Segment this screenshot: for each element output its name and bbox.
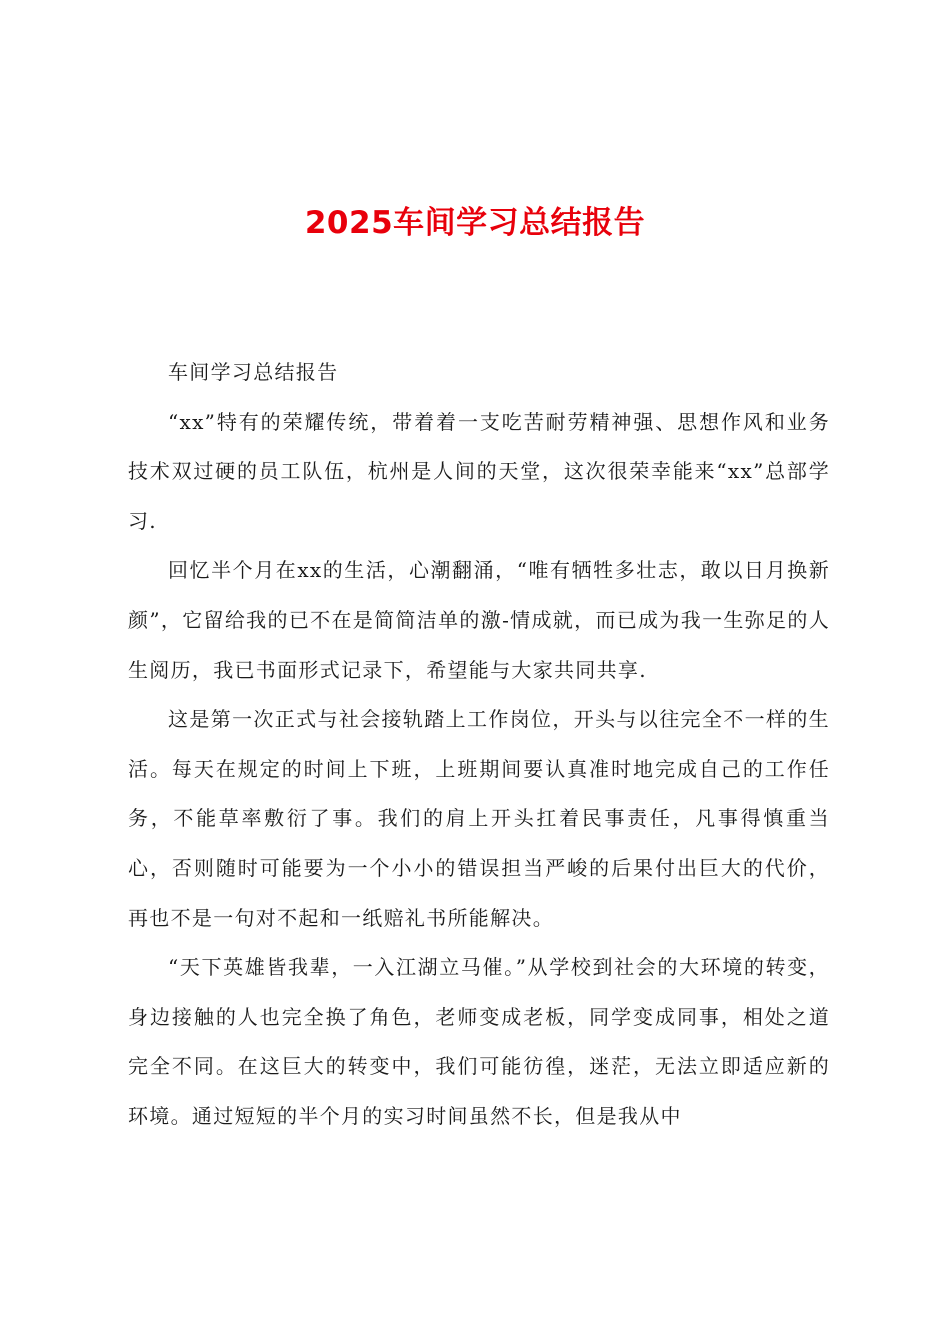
paragraph-subtitle: 车间学习总结报告 xyxy=(168,360,339,384)
paragraph: 回忆半个月在xx的生活，心潮翻涌，“唯有牺牲多壮志，敢以日月换新颜”，它留给我的已不在是简简洁单的激-情成就，而已成为我一生弥足的人生阅历，我已书面形式记录下，希望能与大家共同共享. xyxy=(128,558,830,682)
paragraph: “天下英雄皆我辈，一入江湖立马催。”从学校到社会的大环境的转变，身边接触的人也完全换了角色，老师变成老板，同学变成同事，相处之道完全不同。在这巨大的转变中，我们可能彷徨，迷茫，无法立即适应新的环境。通过短短的半个月的实习时间虽然不长，但是我从中 xyxy=(128,955,830,1128)
paragraph: “xx”特有的荣耀传统，带着着一支吃苦耐劳精神强、思想作风和业务技术双过硬的员工队伍，杭州是人间的天堂，这次很荣幸能来“xx”总部学习. xyxy=(128,409,830,533)
document-title: 2025车间学习总结报告 xyxy=(304,205,646,241)
paragraph: 这是第一次正式与社会接轨踏上工作岗位，开头与以往完全不一样的生活。每天在规定的时间上下班，上班期间要认真准时地完成自己的工作任务，不能草率敷衍了事。我们的肩上开头扛着民事责任，凡事得慎重当心，否则随时可能要为一个小小的错误担当严峻的后果付出巨大的代价，再也不是一句对不起和一纸赔礼书所能解决。 xyxy=(128,707,830,930)
document-body xyxy=(128,348,830,1142)
